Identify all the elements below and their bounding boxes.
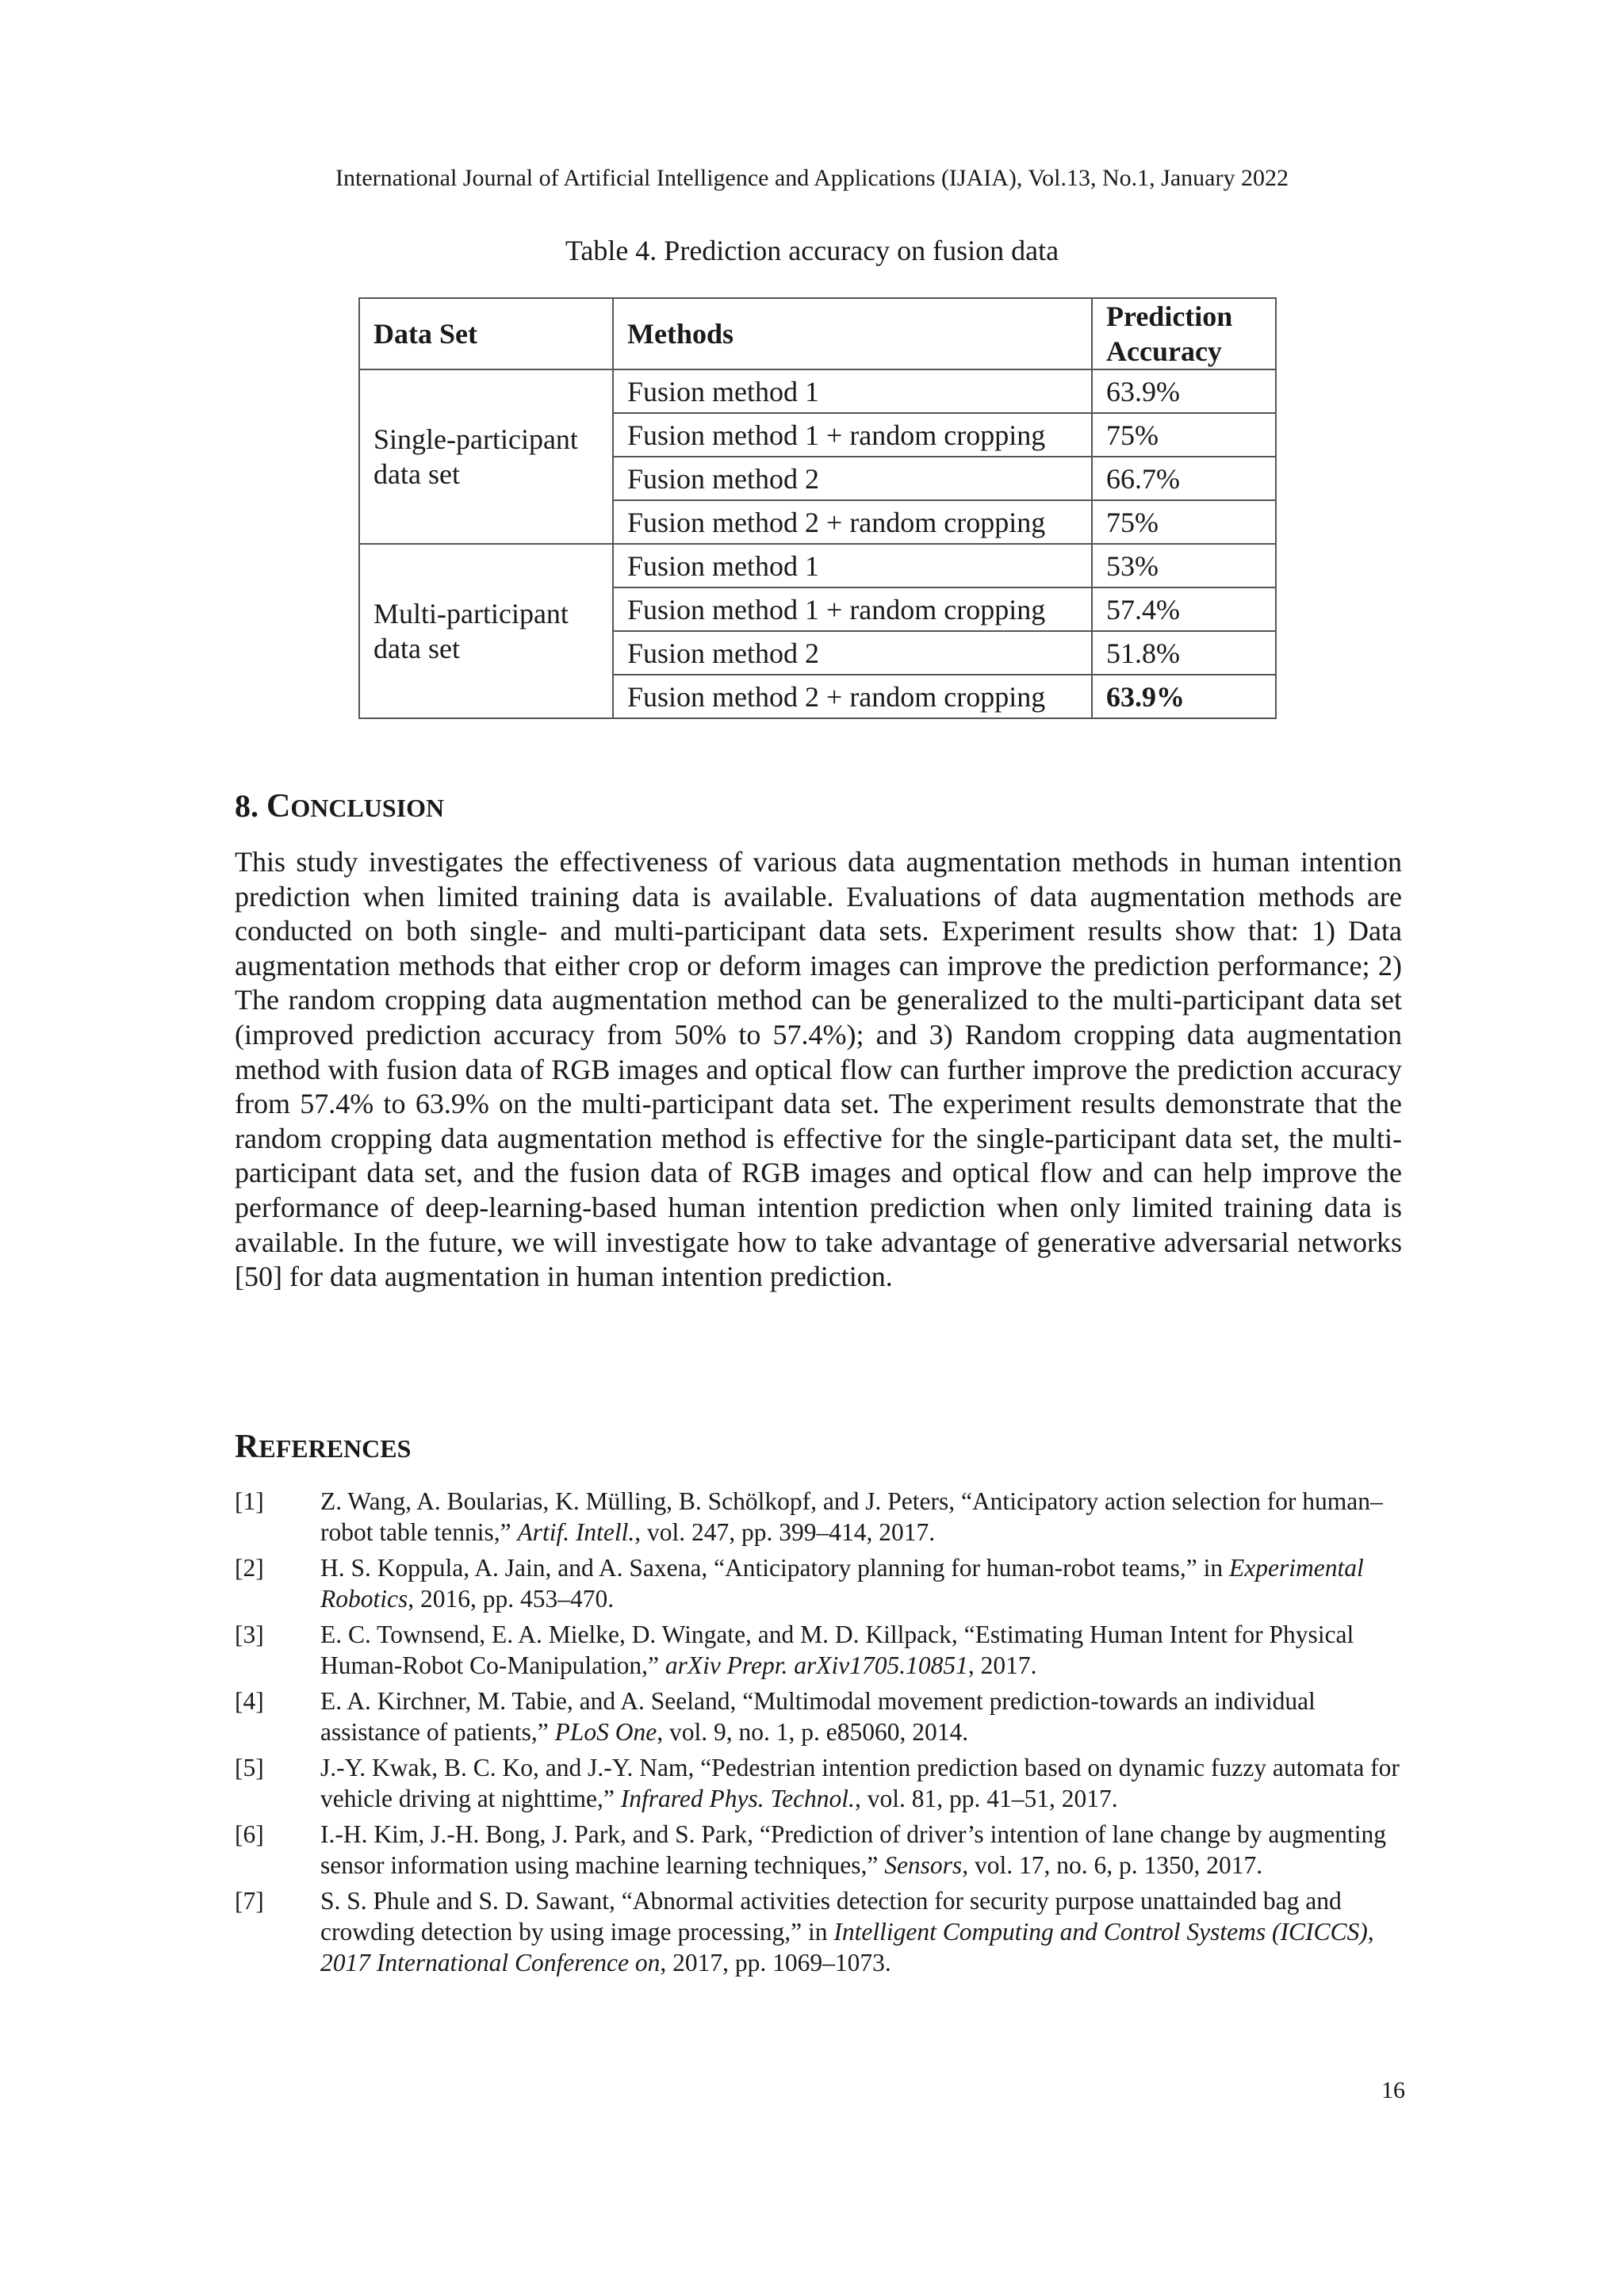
reference-venue: PLoS One [554, 1718, 657, 1746]
reference-item [235, 1552, 1402, 1614]
table-row [359, 369, 1276, 413]
reference-body: I.-H. Kim, J.-H. Bong, J. Park, and S. Park, “Prediction of driver’s intention of lane change by augmenting sensor information using machine learning techniques,” [320, 1820, 1387, 1879]
accuracy-cell: 63.9% [1092, 369, 1276, 413]
method-cell: Fusion method 2 + random cropping [613, 675, 1092, 718]
method-cell: Fusion method 1 [613, 369, 1092, 413]
group-label-multi: Multi-participant data set [359, 544, 613, 718]
table-row [359, 544, 1276, 587]
method-cell: Fusion method 1 [613, 544, 1092, 587]
accuracy-cell: 51.8% [1092, 631, 1276, 675]
reference-item [235, 1752, 1402, 1814]
reference-body: E. C. Townsend, E. A. Mielke, D. Wingate, and M. D. Killpack, “Estimating Human Intent for Physical Human-Robot Co-Manipulation,” [320, 1621, 1354, 1679]
method-cell: Fusion method 1 + random cropping [613, 413, 1092, 457]
reference-item [235, 1885, 1402, 1978]
reference-number: [3] [235, 1621, 264, 1648]
accuracy-cell: 75% [1092, 413, 1276, 457]
accuracy-cell: 57.4% [1092, 587, 1276, 631]
reference-details: , vol. 17, no. 6, p. 1350, 2017. [962, 1851, 1263, 1879]
group-label-single: Single-participant data set [359, 369, 613, 544]
header-data-set: Data Set [359, 298, 613, 369]
reference-details: , 2017. [967, 1651, 1037, 1679]
conclusion-title-initial: C [266, 788, 291, 825]
reference-number: [4] [235, 1687, 264, 1715]
reference-details: , 2017, pp. 1069–1073. [660, 1949, 891, 1976]
reference-text [320, 1552, 1402, 1614]
reference-text [320, 1486, 1402, 1548]
results-table [358, 297, 1277, 719]
reference-number: [5] [235, 1754, 264, 1781]
accuracy-cell: 53% [1092, 544, 1276, 587]
method-cell: Fusion method 2 [613, 631, 1092, 675]
table-caption: Table 4. Prediction accuracy on fusion data [565, 235, 1059, 266]
reference-venue: Intelligent Computing and Control Systems (ICICCS), 2017 International Conference on [320, 1918, 1374, 1976]
reference-body: S. S. Phule and S. D. Sawant, “Abnormal activities detection for security purpose unattainded bag and crowding detection by using image processing,” in [320, 1887, 1342, 1946]
reference-number: [1] [235, 1487, 264, 1515]
conclusion-heading [235, 786, 444, 828]
reference-list [235, 1486, 1402, 1983]
header-methods: Methods [613, 298, 1092, 369]
reference-text [320, 1885, 1402, 1978]
accuracy-cell: 75% [1092, 500, 1276, 544]
reference-venue: Infrared Phys. Technol. [620, 1785, 855, 1812]
accuracy-cell: 66.7% [1092, 457, 1276, 500]
reference-venue: arXiv Prepr. arXiv1705.10851 [665, 1651, 968, 1679]
reference-venue: Artif. Intell. [517, 1518, 635, 1546]
reference-body: E. A. Kirchner, M. Tabie, and A. Seeland, “Multimodal movement prediction-towards an individual assistance of patients,” [320, 1687, 1316, 1746]
reference-details: , 2016, pp. 453–470. [408, 1585, 615, 1613]
method-cell: Fusion method 1 + random cropping [613, 587, 1092, 631]
reference-details: , vol. 247, pp. 399–414, 2017. [634, 1518, 936, 1546]
reference-item [235, 1619, 1402, 1681]
reference-body: Z. Wang, A. Boularias, K. Mülling, B. Schölkopf, and J. Peters, “Anticipatory action selection for human–robot table tennis,” [320, 1487, 1383, 1546]
running-header: International Journal of Artificial Intelligence and Applications (IJAIA), Vol.13, No.1, January 2022 [335, 165, 1289, 191]
header-prediction-accuracy: Prediction Accuracy [1092, 298, 1276, 369]
reference-text [320, 1819, 1402, 1881]
method-cell: Fusion method 2 [613, 457, 1092, 500]
reference-number: [6] [235, 1820, 264, 1848]
reference-text [320, 1686, 1402, 1747]
accuracy-cell-best: 63.9% [1092, 675, 1276, 718]
method-cell: Fusion method 2 + random cropping [613, 500, 1092, 544]
reference-text [320, 1619, 1402, 1681]
table-header-row [359, 298, 1276, 369]
reference-details: , vol. 81, pp. 41–51, 2017. [854, 1785, 1118, 1812]
reference-venue: Experimental Robotics [320, 1554, 1364, 1613]
conclusion-number: 8. [235, 788, 266, 824]
reference-body: J.-Y. Kwak, B. C. Ko, and J.-Y. Nam, “Pedestrian intention prediction based on dynamic fuzzy automata for vehicle driving at nighttime,” [320, 1754, 1400, 1812]
page-number: 16 [1381, 2077, 1405, 2103]
references-heading [235, 1427, 411, 1468]
reference-body: H. S. Koppula, A. Jain, and A. Saxena, “Anticipatory planning for human-robot teams,” in [320, 1554, 1230, 1582]
reference-item [235, 1819, 1402, 1881]
conclusion-paragraph: This study investigates the effectiveness of various data augmentation methods in human intention prediction when limited training data is available. Evaluations of data augmentation methods are conducted on both single- and multi-participant data sets. Experiment results show that: 1) Data augmentation methods that either crop or deform images can improve the prediction performance; 2) The random cropping data augmentation method can be generalized to the multi-participant data set (improved prediction accuracy from 50% to 57.4%); and 3) Random cropping data augmentation method with fusion data of RGB images and optical flow can further improve the prediction accuracy from 57.4% to 63.9% on the multi-participant data set. The experiment results demonstrate that the random cropping data augmentation method is effective for the single-participant data set, the multi-participant data set, and the fusion data of RGB images and optical flow and can help improve the performance of deep-learning-based human intention prediction when only limited training data is available. In the future, we will investigate how to take advantage of generative adversarial networks [50] for data augmentation in human intention prediction. [235, 846, 1402, 1293]
conclusion-title-rest: ONCLUSION [290, 794, 445, 822]
reference-item [235, 1486, 1402, 1548]
reference-number: [7] [235, 1887, 264, 1915]
reference-venue: Sensors [884, 1851, 963, 1879]
reference-number: [2] [235, 1554, 264, 1582]
references-title-rest: EFERENCES [259, 1434, 412, 1463]
references-title-initial: R [235, 1429, 259, 1465]
reference-text [320, 1752, 1402, 1814]
reference-details: , vol. 9, no. 1, p. e85060, 2014. [657, 1718, 969, 1746]
reference-item [235, 1686, 1402, 1747]
